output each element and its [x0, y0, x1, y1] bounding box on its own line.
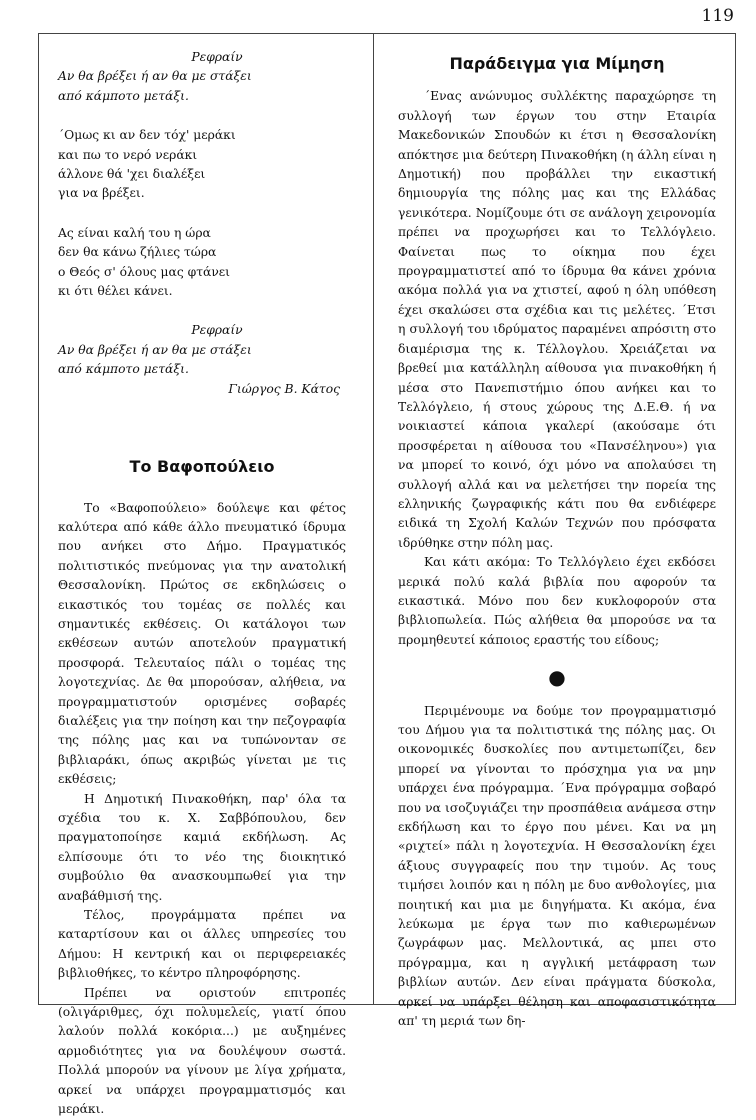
article-title: Παράδειγμα για Μίμηση — [449, 54, 665, 73]
poem — [58, 48, 346, 399]
refrain-line: από κάμποτο μετάξι. — [58, 362, 189, 377]
paragraph: Το «Βαφοπούλειο» δούλεψε και φέτος καλύτερα από κάθε άλλο πνευματικό ίδρυμα που ανήκει στο Δήμο. Πραγματικός πολιτιστικός πνεύμονας για την ανατολική Θεσσαλονίκη. Πρώτος σε εκδηλώσεις ο εικαστικός του τομέας σε πολλές και σημαντικές εκθέσεις. Οι κατάλογοι των εκθέσεων αυτών αποτελούν πραγματική προσφορά. Τελευταίος πάλι ο τομέας της λογοτεχνίας. Δε θα μπορούσαν, αλήθεια, να προγραμματιστούν ορισμένες σοβαρές διαλέξεις για την ποίηση και την πεζογραφία της πόλης μας και να τυπώνονταν σε βιβλιαράκι, όπως ακριβώς γίνεται με τις εκθέσεις; — [58, 500, 346, 787]
article-title: Το Βαφοπούλειο — [129, 457, 275, 477]
poem-line: κι ότι θέλει κάνει. — [58, 284, 173, 299]
refrain-line: από κάμποτο μετάξι. — [58, 88, 189, 103]
article-body — [58, 499, 346, 1120]
article-body-continued — [398, 702, 716, 1032]
poem-line: για να βρέξει. — [58, 186, 145, 201]
poem-line: Ας είναι καλή του η ώρα — [58, 225, 211, 240]
page-number: 119 — [701, 6, 734, 26]
poem-line: ο Θεός σ' όλους μας φτάνει — [58, 264, 230, 279]
poem-line: και πω το νερό νεράκι — [58, 147, 198, 162]
paragraph: Και κάτι ακόμα: Το Τελλόγλειο έχει εκδόσει μερικά πολύ καλά βιβλία που αφορούν τα εικαστικά. Μόνο που δεν κυκλοφορούν στα βιβλιοπωλεία. Πώς αλήθεια θα μπορούσε να τα προμηθευτεί κάποιος εραστής του είδους; — [398, 555, 716, 647]
paragraph: Η Δημοτική Πινακοθήκη, παρ' όλα τα σχέδια του κ. Χ. Σαββόπουλου, δεν πραγματοποίησε καμιά εκδήλωση. Ας ελπίσουμε ότι το νέο της διοικητικό συμβούλιο θα ανασκουμπωθεί για την αναβάθμισή της. — [58, 791, 346, 903]
poem-line: ΄Ομως κι αν δεν τόχ' μεράκι — [58, 128, 236, 143]
poem-line: δεν θα κάνω ζήλιες τώρα — [58, 245, 217, 260]
paragraph: ΄Ενας ανώνυμος συλλέκτης παραχώρησε τη συλλογή των έργων του στην Εταιρία Μακεδονικών Σπουδών κι έτσι η Θεσσαλονίκη απόκτησε μια δεύτερη Πινακοθήκη (η άλλη είναι η Δημοτική) που προβάλλει την εικαστική δημιουργία της πόλης μας και της Ελλάδας γενικότερα. Νομίζουμε ότι σε ανάλογη χειρονομία πρέπει να προχωρήσει και το Τελλόγλειο. Φαίνεται πως το οίκημα που έχει προγραμματιστεί από το ίδρυμα θα κάνει χρόνια ακόμα πολλά για να χτιστεί, αφού η όλη υπόθεση έχει σκαλώσει στα σχέδια και τις μελέτες. ΄Ετσι η συλλογή του ιδρύματος παραμένει απρόσιτη στο διαμέρισμα της κ. Τέλλογλου. Χρειάζεται να βρεθεί μια κατάλληλη αίθουσα για πινακοθήκη ή μέσα στο Πανεπιστήμιο όπου ανήκει και το Τελλόγλειο, ή στους χώρους της Δ.Ε.Θ. ή να νοικιαστεί κάποια γκαλερί (ακούσαμε ότι προσφέρεται η αίθουσα του «Πανσέληνου») για να μπορεί το κοινό, όχι μόνο να απολαύσει τη συλλογή αλλά και να μελετήσει την πορεία της ελληνικής ζωγραφικής κάτι που θα ενδιέφερε ειδικά τη Σχολή Καλών Τεχνών που πρόσφατα ιδρύθηκε στην πόλη μας. — [398, 89, 716, 550]
poem-stanza-1 — [58, 126, 346, 204]
refrain-repeat — [58, 321, 346, 399]
refrain-line: Αν θα βρέξει ή αν θα με στάξει — [58, 69, 252, 84]
paragraph: Τέλος, προγράμματα πρέπει να καταρτίσουν και οι άλλες υπηρεσίες του Δήμου: Η κεντρική και οι περιφερειακές βιβλιοθήκες, το κέντρο πληροφόρησης. — [58, 908, 346, 981]
refrain-title: Ρεφραίν — [191, 323, 243, 338]
refrain — [58, 48, 346, 106]
paragraph: Πρέπει να οριστούν επιτροπές (ολιγάριθμες, όχι πολυμελείς, γιατί όπου λαλούν πολλά κοκόρια...) με αυξημένες αρμοδιότητες για να δουλέψουν σωστά. Πολλά μπορούν να γίνουν με λίγα χρήματα, αρκεί να υπάρχει προγραμματισμός και μεράκι. — [58, 985, 346, 1117]
article-body — [398, 87, 716, 650]
right-column — [398, 48, 716, 1032]
refrain-title: Ρεφραίν — [191, 50, 243, 64]
refrain-line: Αν θα βρέξει ή αν θα με στάξει — [58, 342, 252, 357]
left-column — [58, 48, 346, 1120]
column-divider — [373, 33, 374, 1005]
section-bullet: ● — [548, 665, 566, 690]
poem-author: Γιώργος Β. Κάτος — [228, 381, 340, 396]
poem-line: άλλονε θά 'χει διαλέξει — [58, 167, 206, 182]
poem-stanza-2 — [58, 224, 346, 302]
paragraph: Περιμένουμε να δούμε τον προγραμματισμό του Δήμου για τα πολιτιστικά της πόλης μας. Οι οικονομικές δυσκολίες που αντιμετωπίζει, δεν μπορεί να γίνονται το πρόσχημα για να μην υπάρχει ένα πρόγραμμα. ΄Ενα πρόγραμμα σοβαρό που να ισοζυγιάζει την προσπάθεια ανάμεσα στην εκδήλωση και το έργο που μένει. Και να μη «ριχτεί» πάλι η λογοτεχνία. Η Θεσσαλονίκη έχει άξιους συγγραφείς που την τιμούν. Ας τους τιμήσει λοιπόν και η πόλη με δυο ανθολογίες, μια ποιητική και μια με διηγήματα. Κι ακόμα, ένα λεύκωμα με έργα των πιο καθιερωμένων ζωγράφων μας. Μελλοντικά, ας μπει στο πρόγραμμα, και η αγγλική μετάφραση των βιβλίων αυτών. Δεν είναι πράγματα δύσκολα, αρκεί να υπάρξει θέληση και αποφασιστικότητα απ' τη μεριά των δη- — [398, 703, 716, 1029]
